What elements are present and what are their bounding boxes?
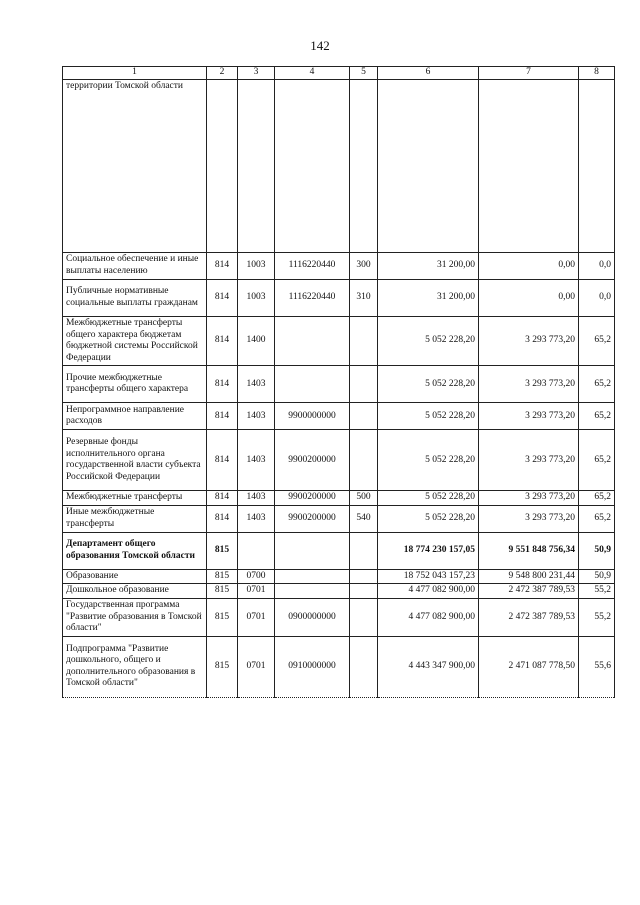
cell-section-code: 1003: [238, 253, 275, 280]
cell-ministry-code: 814: [207, 491, 238, 506]
cell-name: Межбюджетные трансферты общего характера бюджетам бюджетной системы Российской Федерации: [63, 317, 207, 366]
header-col-7: 7: [479, 67, 579, 80]
cell-name: Прочие межбюджетные трансферты общего характера: [63, 366, 207, 403]
cell-target-code: 9900200000: [275, 430, 350, 491]
cell-planned: 18 774 230 157,05: [378, 532, 479, 569]
cell-percent: [579, 80, 615, 253]
cell-executed: 2 472 387 789,53: [479, 584, 579, 599]
cell-ministry-code: 814: [207, 430, 238, 491]
cell-percent: 65,2: [579, 366, 615, 403]
cell-section-code: 1403: [238, 491, 275, 506]
cell-expense-type: 310: [350, 280, 378, 317]
table-row: [63, 280, 615, 317]
cell-planned: 4 477 082 900,00: [378, 599, 479, 637]
cell-expense-type: [350, 430, 378, 491]
cell-executed: 3 293 773,20: [479, 403, 579, 430]
table-row: [63, 317, 615, 366]
cell-section-code: 1400: [238, 317, 275, 366]
header-col-3: 3: [238, 67, 275, 80]
header-col-4: 4: [275, 67, 350, 80]
table-row: [63, 403, 615, 430]
cell-executed: 0,00: [479, 253, 579, 280]
header-col-2: 2: [207, 67, 238, 80]
table-row: [63, 491, 615, 506]
cell-executed: 3 293 773,20: [479, 430, 579, 491]
cell-expense-type: [350, 599, 378, 637]
cell-name: Государственная программа "Развитие образования в Томской области": [63, 599, 207, 637]
cell-executed: 9 548 800 231,44: [479, 569, 579, 584]
cell-section-code: 0700: [238, 569, 275, 584]
cell-target-code: 1116220440: [275, 253, 350, 280]
table-row: [63, 636, 615, 697]
cell-expense-type: [350, 569, 378, 584]
cell-expense-type: 500: [350, 491, 378, 506]
cell-target-code: [275, 366, 350, 403]
cell-planned: 5 052 228,20: [378, 491, 479, 506]
cell-expense-type: [350, 403, 378, 430]
cell-planned: 18 752 043 157,23: [378, 569, 479, 584]
cell-planned: 4 477 082 900,00: [378, 584, 479, 599]
page-number: 142: [310, 38, 330, 53]
table-row: [63, 366, 615, 403]
cell-ministry-code: 815: [207, 532, 238, 569]
table-row: [63, 569, 615, 584]
cell-name: Межбюджетные трансферты: [63, 491, 207, 506]
cell-section-code: [238, 80, 275, 253]
budget-table: [62, 66, 615, 698]
cell-expense-type: [350, 317, 378, 366]
cell-percent: 0,0: [579, 253, 615, 280]
cell-percent: 50,9: [579, 532, 615, 569]
cell-name: Дошкольное образование: [63, 584, 207, 599]
cell-section-code: 1403: [238, 403, 275, 430]
table-row: [63, 430, 615, 491]
cell-expense-type: [350, 366, 378, 403]
cell-planned: 31 200,00: [378, 253, 479, 280]
cell-target-code: [275, 532, 350, 569]
cell-name: Иные межбюджетные трансферты: [63, 505, 207, 532]
cell-section-code: [238, 532, 275, 569]
cell-ministry-code: 814: [207, 317, 238, 366]
table-row: [63, 505, 615, 532]
cell-ministry-code: 815: [207, 636, 238, 697]
table-row: [63, 584, 615, 599]
cell-executed: 2 472 387 789,53: [479, 599, 579, 637]
cell-target-code: 9900000000: [275, 403, 350, 430]
cell-planned: [378, 80, 479, 253]
cell-ministry-code: 815: [207, 599, 238, 637]
cell-target-code: 1116220440: [275, 280, 350, 317]
cell-ministry-code: 815: [207, 569, 238, 584]
header-col-6: 6: [378, 67, 479, 80]
cell-planned: 5 052 228,20: [378, 403, 479, 430]
header-col-5: 5: [350, 67, 378, 80]
cell-name: Образование: [63, 569, 207, 584]
cell-expense-type: [350, 80, 378, 253]
table-row: [63, 80, 615, 253]
cell-percent: 65,2: [579, 317, 615, 366]
cell-executed: 3 293 773,20: [479, 366, 579, 403]
cell-expense-type: 300: [350, 253, 378, 280]
cell-planned: 5 052 228,20: [378, 366, 479, 403]
table-row: [63, 599, 615, 637]
cell-ministry-code: 814: [207, 505, 238, 532]
cell-target-code: [275, 80, 350, 253]
cell-target-code: [275, 569, 350, 584]
cell-expense-type: [350, 636, 378, 697]
cell-ministry-code: [207, 80, 238, 253]
cell-section-code: 0701: [238, 584, 275, 599]
cell-expense-type: 540: [350, 505, 378, 532]
cell-planned: 5 052 228,20: [378, 430, 479, 491]
cell-section-code: 1403: [238, 505, 275, 532]
cell-section-code: 0701: [238, 636, 275, 697]
cell-name: территории Томской области: [63, 80, 207, 253]
cell-percent: 65,2: [579, 430, 615, 491]
cell-percent: 50,9: [579, 569, 615, 584]
cell-planned: 5 052 228,20: [378, 505, 479, 532]
cell-section-code: 1003: [238, 280, 275, 317]
cell-ministry-code: 814: [207, 366, 238, 403]
cell-ministry-code: 814: [207, 253, 238, 280]
cell-percent: 55,2: [579, 599, 615, 637]
cell-percent: 65,2: [579, 505, 615, 532]
cell-section-code: 0701: [238, 599, 275, 637]
cell-executed: 9 551 848 756,34: [479, 532, 579, 569]
cell-name: Непрограммное направление расходов: [63, 403, 207, 430]
cell-target-code: [275, 317, 350, 366]
cell-executed: 0,00: [479, 280, 579, 317]
cell-section-code: 1403: [238, 366, 275, 403]
cell-name: Резервные фонды исполнительного органа государственной власти субъекта Российской Федерации: [63, 430, 207, 491]
cell-name: Публичные нормативные социальные выплаты гражданам: [63, 280, 207, 317]
header-col-1: 1: [63, 67, 207, 80]
cell-percent: 55,6: [579, 636, 615, 697]
cell-executed: [479, 80, 579, 253]
header-col-8: 8: [579, 67, 615, 80]
table-row: [63, 532, 615, 569]
cell-ministry-code: 814: [207, 403, 238, 430]
cell-percent: 55,2: [579, 584, 615, 599]
cell-executed: 3 293 773,20: [479, 491, 579, 506]
cell-target-code: [275, 584, 350, 599]
cell-target-code: 9900200000: [275, 491, 350, 506]
cell-name: Департамент общего образования Томской области: [63, 532, 207, 569]
cell-name: Подпрограмма "Развитие дошкольного, общего и дополнительного образования в Томской области": [63, 636, 207, 697]
cell-target-code: 9900200000: [275, 505, 350, 532]
table-body: [63, 80, 615, 698]
cell-planned: 5 052 228,20: [378, 317, 479, 366]
cell-expense-type: [350, 532, 378, 569]
cell-percent: 0,0: [579, 280, 615, 317]
cell-percent: 65,2: [579, 491, 615, 506]
cell-executed: 2 471 087 778,50: [479, 636, 579, 697]
cell-expense-type: [350, 584, 378, 599]
cell-target-code: 0900000000: [275, 599, 350, 637]
table-header-row: [63, 67, 615, 80]
cell-executed: 3 293 773,20: [479, 317, 579, 366]
table-row: [63, 253, 615, 280]
cell-target-code: 0910000000: [275, 636, 350, 697]
cell-executed: 3 293 773,20: [479, 505, 579, 532]
cell-planned: 31 200,00: [378, 280, 479, 317]
cell-section-code: 1403: [238, 430, 275, 491]
cell-percent: 65,2: [579, 403, 615, 430]
cell-planned: 4 443 347 900,00: [378, 636, 479, 697]
cell-ministry-code: 815: [207, 584, 238, 599]
cell-ministry-code: 814: [207, 280, 238, 317]
cell-name: Социальное обеспечение и иные выплаты населению: [63, 253, 207, 280]
